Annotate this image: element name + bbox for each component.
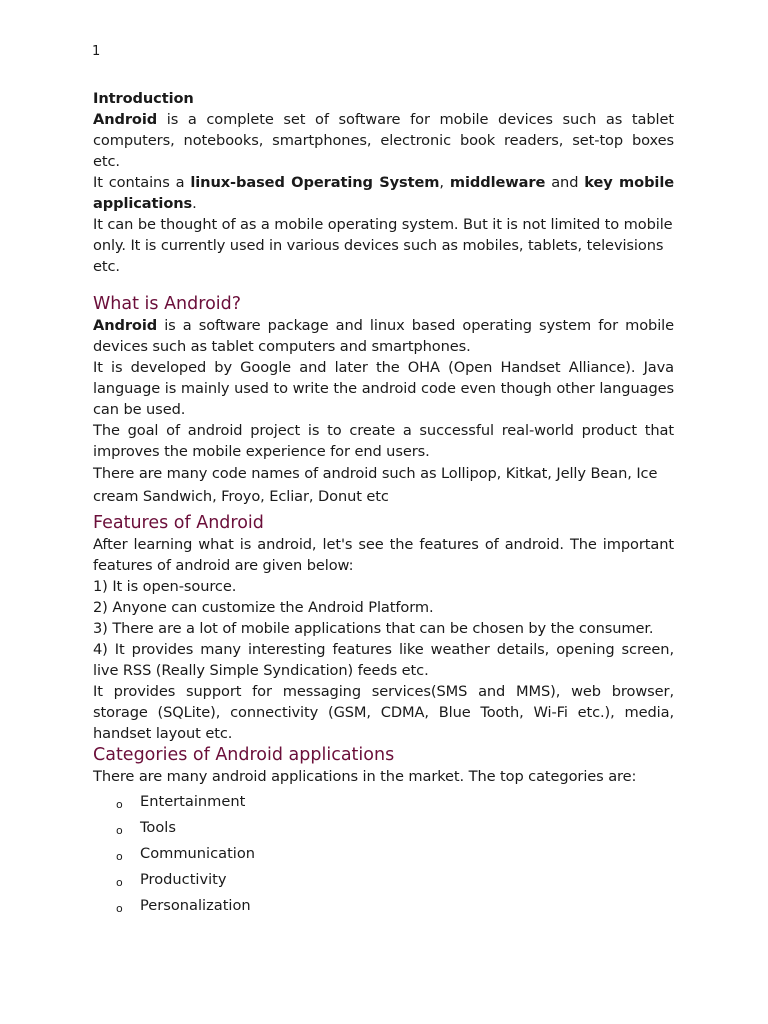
what-paragraph-3: The goal of android project is to create a successful real-world product that improves the mobile experience for end users. — [93, 422, 674, 460]
intro-paragraph-3: It can be thought of as a mobile operating system. But it is not limited to mobile only. It is currently used in various devices such as mobiles, tablets, televisions etc. — [93, 216, 673, 275]
category-item — [93, 841, 674, 867]
category-item — [93, 815, 674, 841]
intro-p2-end: . — [192, 195, 197, 212]
category-label: Tools — [140, 819, 176, 836]
intro-p2-sep: , — [439, 174, 450, 191]
what-paragraph-4: There are many code names of android such as Lollipop, Kitkat, Jelly Bean, Ice cream Sandwich, Froyo, Ecliar, Donut etc — [93, 465, 658, 505]
document-body — [93, 88, 674, 919]
bullet-icon: o — [116, 824, 123, 837]
features-intro: After learning what is android, let's see the features of android. The important features of android are given below: — [93, 536, 674, 574]
what-paragraph-1 — [93, 315, 674, 357]
term-middleware: middleware — [449, 174, 546, 191]
android-term: Android — [93, 317, 158, 334]
term-key-apps: key mobile applications — [93, 174, 675, 212]
android-term: Android — [93, 111, 158, 128]
category-label: Personalization — [140, 897, 251, 914]
category-item — [93, 789, 674, 815]
term-linux-os: linux-based Operating System — [190, 174, 440, 191]
category-label: Productivity — [140, 871, 227, 888]
categories-list — [93, 789, 674, 919]
intro-paragraph-1 — [93, 109, 674, 172]
feature-item: 4) It provides many interesting features like weather details, opening screen, live RSS (Really Simple Syndication) feeds etc. — [93, 641, 674, 679]
categories-intro: There are many android applications in the market. The top categories are: — [93, 768, 637, 785]
category-label: Entertainment — [140, 793, 246, 810]
feature-item: 1) It is open-source. — [93, 578, 237, 595]
bullet-icon: o — [116, 798, 123, 811]
page-number: 1 — [92, 44, 101, 59]
features-support-paragraph: It provides support for messaging services(SMS and MMS), web browser, storage (SQLite), connectivity (GSM, CDMA, Blue Tooth, Wi-Fi etc.), media, handset layout etc. — [93, 683, 674, 742]
bullet-icon: o — [116, 902, 123, 915]
intro-paragraph-2 — [93, 172, 674, 214]
intro-paragraph-1-text: is a complete set of software for mobile devices such as tablet computers, notebooks, smartphones, electronic book readers, set-top boxes etc. — [93, 111, 674, 170]
intro-p2-pre: It contains a — [93, 174, 191, 191]
bullet-icon: o — [116, 850, 123, 863]
what-paragraph-2: It is developed by Google and later the OHA (Open Handset Alliance). Java language is mainly used to write the android code even though other languages can be used. — [93, 359, 674, 418]
category-item — [93, 893, 674, 919]
features-heading: Features of Android — [93, 513, 264, 533]
what-is-android-heading: What is Android? — [93, 294, 242, 314]
feature-item: 3) There are a lot of mobile applications that can be chosen by the consumer. — [93, 620, 654, 637]
what-paragraph-1-text: is a software package and linux based operating system for mobile devices such as tablet computers and smartphones. — [93, 317, 674, 355]
feature-item: 2) Anyone can customize the Android Platform. — [93, 599, 434, 616]
category-label: Communication — [140, 845, 256, 862]
category-item — [93, 867, 674, 893]
introduction-heading: Introduction — [93, 90, 194, 107]
intro-p2-and: and — [545, 174, 585, 191]
bullet-icon: o — [116, 876, 123, 889]
categories-heading: Categories of Android applications — [93, 745, 395, 765]
